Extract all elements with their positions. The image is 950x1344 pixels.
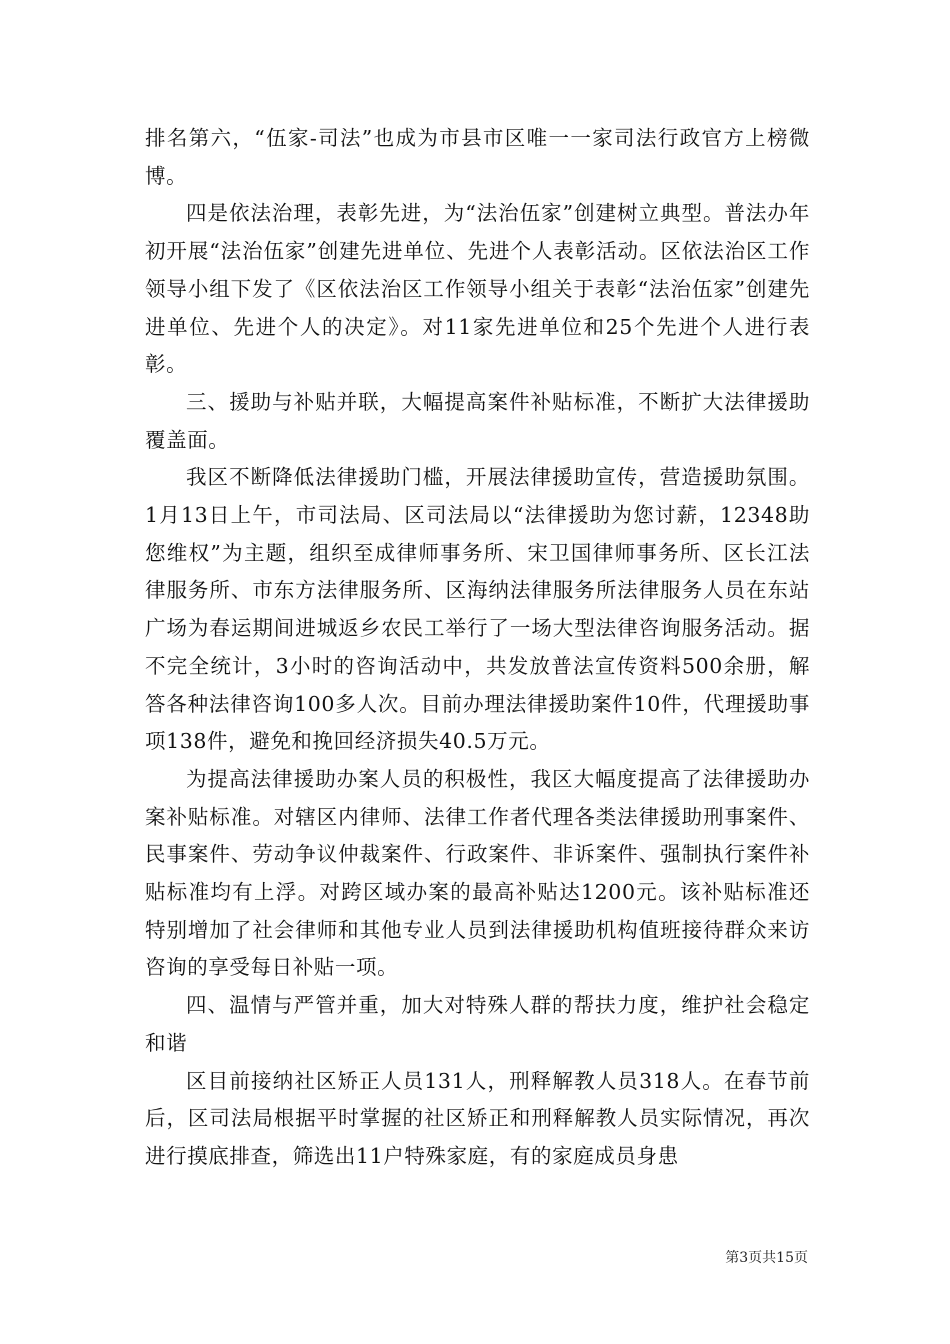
paragraph-legal-aid-publicity: 我区不断降低法律援助门槛，开展法律援助宣传，营造援助氛围。1月13日上午，市司法局、区司法局以“法律援助为您讨薪，12348助您维权”为主题，组织至成律师事务所、宋卫国律师事务所、区长江法律服务所、市东方法律服务所、区海纳法律服务所法律服务人员在东站广场为春运期间进城返乡农民工举行了一场大型法律咨询服务活动。据不完全统计，3小时的咨询活动中，共发放普法宣传资料500余册，解答各种法律咨询100多人次。目前办理法律援助案件10件，代理援助事项138件，避免和挽回经济损失40.5万元。	[145, 465, 810, 754]
paragraph-section-four-heading: 四、温情与严管并重，加大对特殊人群的帮扶力度，维护社会稳定和谐	[145, 993, 810, 1055]
page-number-footer: 第3页共15页	[725, 1250, 808, 1266]
paragraph-weibo-ranking: 排名第六，“伍家-司法”也成为市县市区唯一一家司法行政官方上榜微博。	[145, 126, 810, 188]
paragraph-legal-aid-subsidy: 为提高法律援助办案人员的积极性，我区大幅度提高了法律援助办案补贴标准。对辖区内律师、法律工作者代理各类法律援助刑事案件、民事案件、劳动争议仲裁案件、行政案件、非诉案件、强制执行案件补贴标准均有上浮。对跨区域办案的最高补贴达1200元。该补贴标准还特别增加了社会律师和其他专业人员到法律援助机构值班接待群众来访咨询的享受每日补贴一项。	[145, 766, 810, 980]
paragraph-section-three-heading: 三、援助与补贴并联，大幅提高案件补贴标准，不断扩大法律援助覆盖面。	[145, 389, 810, 452]
document-body	[145, 120, 810, 1176]
paragraph-community-correction: 区目前接纳社区矫正人员131人，刑释解教人员318人。在春节前后，区司法局根据平时掌握的社区矫正和刑释解教人员实际情况，再次进行摸底排查，筛选出11户特殊家庭，有的家庭成员身患	[145, 1068, 810, 1168]
paragraph-rule-of-law-commendation: 四是依法治理，表彰先进，为“法治伍家”创建树立典型。普法办年初开展“法治伍家”创建先进单位、先进个人表彰活动。区依法治区工作领导小组下发了《区依法治区工作领导小组关于表彰“法治伍家”创建先进单位、先进个人的决定》。对11家先进单位和25个先进个人进行表彰。	[145, 201, 810, 377]
